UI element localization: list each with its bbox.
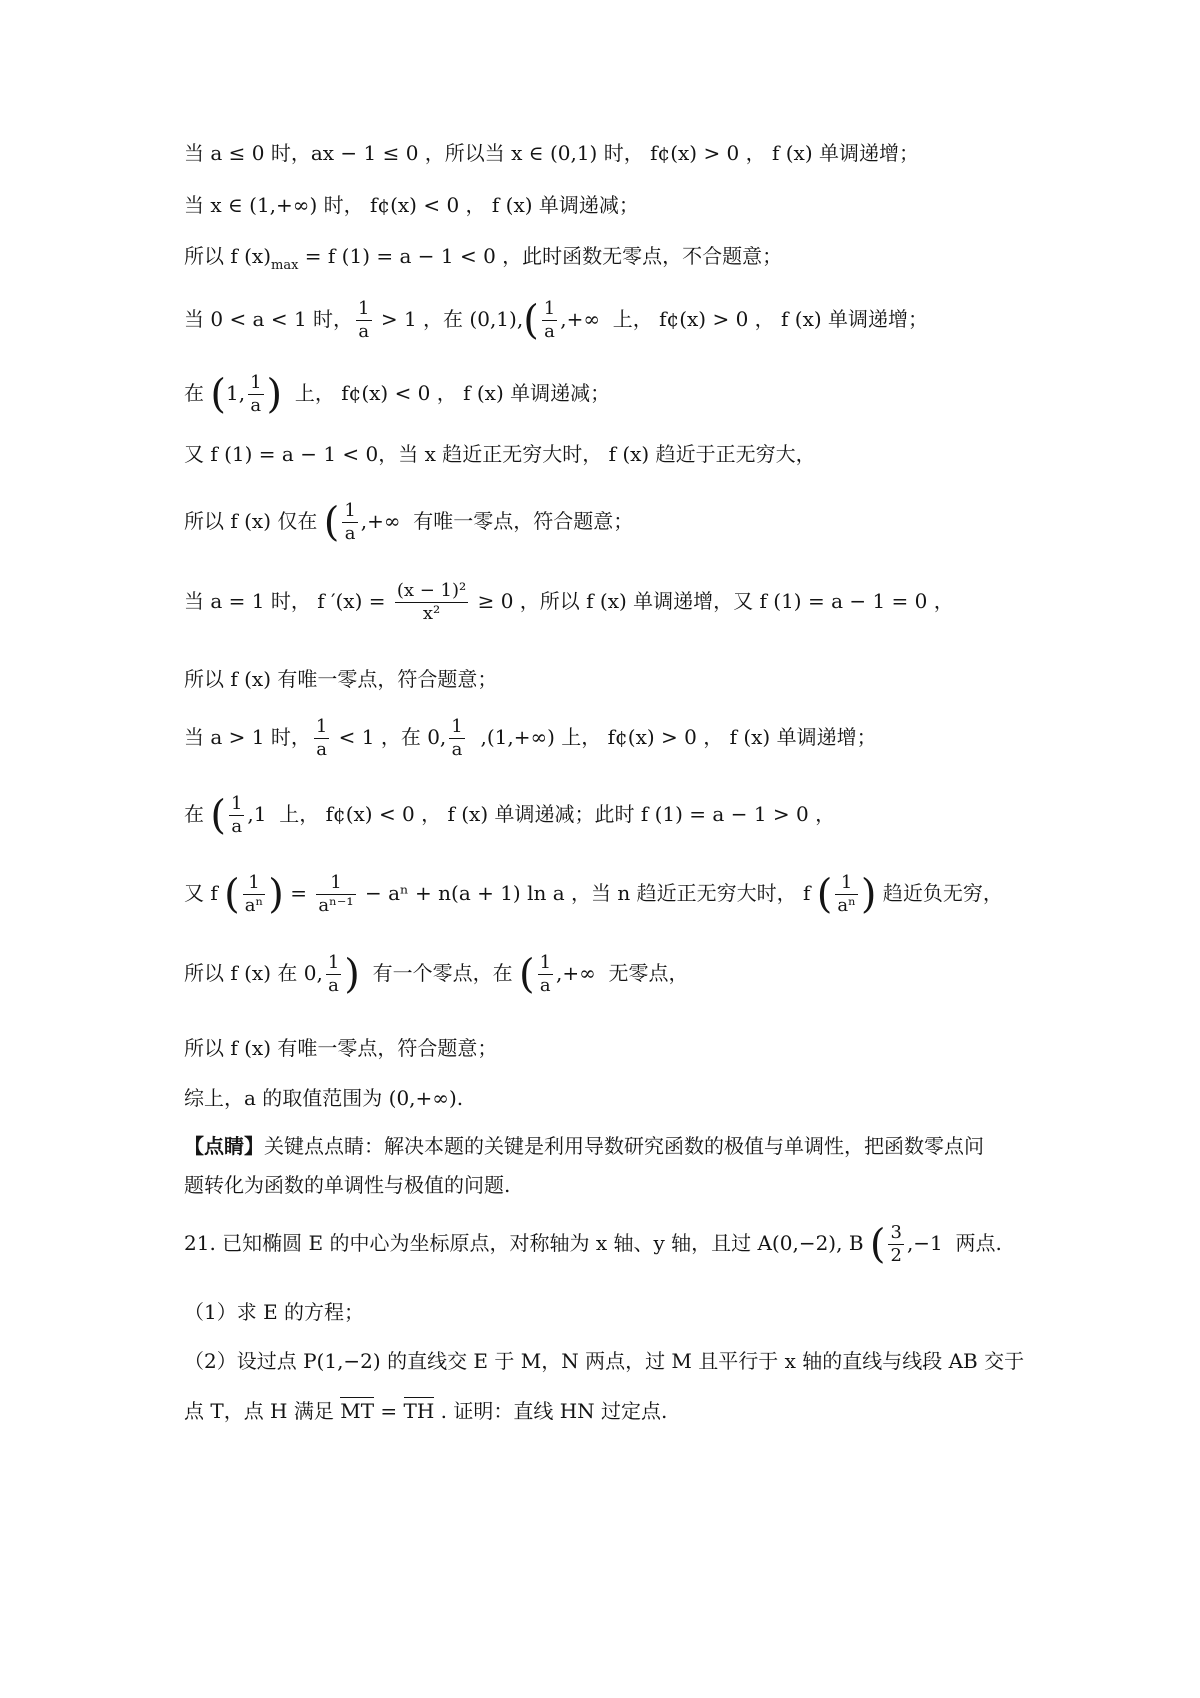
line-21-part-c: . 证明：直线 HN 过定点. [434,1399,668,1423]
line-9-text: 所以 f (x) 有唯一零点，符合题意； [184,667,498,691]
line-19-text: （1）求 E 的方程； [184,1300,365,1324]
line-5-part-b: 1, [225,381,246,405]
fraction-denominator: x² [422,603,441,624]
fraction-numerator: 1 [543,298,556,319]
fraction-denominator: aⁿ⁻¹ [318,895,354,916]
text-line-8 [184,580,1044,625]
fraction-denominator: a [539,975,551,996]
line-8-part-c: ≥ 0 ，所以 f (x) 单调递增，又 f (1) = a − 1 = 0 ， [471,589,954,613]
sub-question-1 [184,1297,1044,1327]
line-4-part-b: > 1 ，在 (0,1), [374,307,524,331]
paren-left: ( [518,951,535,998]
line-7-part-c: ,+∞ 有唯一零点，符合题意； [360,509,634,533]
text-line-6 [184,439,1044,469]
sub-question-2-continued [184,1396,1044,1426]
fraction-numerator: 1 [835,872,858,895]
fraction-numerator: 1 [358,298,370,319]
line-18-part-a: 21. 已知椭圆 E 的中心为坐标原点，对称轴为 x 轴、y 轴，且过 A(0,−2), B [184,1231,870,1255]
fraction-1-over-a [542,298,557,343]
line-3-part-b: = f (1) = a − 1 < 0 ，此时函数无零点，不合题意； [298,244,783,268]
line-3-part-a: 所以 f (x) [184,244,272,268]
fraction-3-over-2 [888,1222,903,1267]
fraction-numerator: 1 [539,952,552,973]
fraction-1-over-a-n [243,872,266,917]
fraction-numerator: 3 [890,1222,902,1243]
line-13-part-c: ,+∞ 无零点， [556,961,689,985]
fraction-1-over-a [326,952,341,997]
line-12-part-c: − aⁿ + n(a + 1) ln a ，当 n 趋近正无穷大时， f [358,881,817,905]
fraction-numerator: 1 [451,716,463,737]
line-5-part-c: 上， f¢(x) < 0 ， f (x) 单调递减； [282,381,611,405]
line-2-text: 当 x ∈ (1,+∞) 时， f¢(x) < 0 ， f (x) 单调递减； [184,193,639,217]
paren-left: ( [816,871,833,918]
line-14-text: 所以 f (x) 有唯一零点，符合题意； [184,1036,498,1060]
sub-question-2 [184,1346,1044,1376]
fraction-denominator: a [231,816,243,837]
line-21-part-a: 点 T，点 H 满足 [184,1399,341,1423]
line-4-part-a: 当 0 < a < 1 时， [184,307,354,331]
line-4-part-c: ,+∞ 上， f¢(x) > 0 ， f (x) 单调递增； [560,307,929,331]
fraction-1-over-a [314,716,329,761]
vector-th: TH [403,1399,435,1423]
text-line-12 [184,872,1044,917]
fraction-1-over-a [538,952,553,997]
question-21-line [184,1222,1044,1267]
line-21-part-b: = [374,1399,404,1423]
max-subscript: max [271,258,299,273]
line-6-text: 又 f (1) = a − 1 < 0，当 x 趋近正无穷大时， f (x) 趋近于正无穷大， [184,442,816,466]
line-11-part-a: 在 [184,802,211,826]
text-line-10 [184,716,1044,761]
fraction-denominator: aⁿ [837,895,856,916]
fraction-numerator: 1 [230,793,243,814]
text-line-5 [184,372,1044,417]
fraction-1-over-a [449,716,464,761]
text-line-4 [184,298,1044,343]
fraction-numerator: 1 [327,952,340,973]
line-13-part-a: 所以 f (x) 在 0, [184,961,323,985]
line-10-part-a: 当 a > 1 时， [184,725,311,749]
text-line-17 [184,1170,1044,1200]
fraction-denominator: a [358,321,370,342]
fraction-1-over-a [342,500,357,545]
paren-left: ( [224,871,240,918]
paren-left: ( [523,297,539,344]
fraction-denominator: a [544,321,555,342]
fraction-numerator: 1 [250,372,262,393]
line-10-part-b: < 1 ，在 0, [332,725,447,749]
paren-right: ) [860,871,877,918]
line-10-part-c: ,(1,+∞) 上， f¢(x) > 0 ， f (x) 单调递增； [467,725,877,749]
text-line-14 [184,1033,1044,1063]
line-12-part-b: = [283,881,314,905]
text-line-15 [184,1083,1044,1113]
line-7-part-a: 所以 f (x) 仅在 [184,509,324,533]
line-20-text: （2）设过点 P(1,−2) 的直线交 E 于 M，N 两点，过 M 且平行于 x 轴的直线与线段 AB 交于 [184,1349,1025,1373]
paren-right: ) [266,371,283,418]
fraction-1-over-a [356,298,371,343]
fraction-denominator: a [344,523,356,544]
fraction-numerator: 1 [344,500,356,521]
line-8-part-a: 当 a = 1 时， f ′(x) = [184,589,392,613]
fraction-denominator: a [316,739,327,760]
text-line-1 [184,138,1044,168]
fraction-denominator: 2 [890,1245,902,1266]
text-line-13 [184,952,1044,997]
fraction-denominator: a [250,395,262,416]
fraction-derivative [395,580,468,625]
fraction-denominator: aⁿ [244,895,264,916]
text-line-3 [184,241,1044,281]
fraction-denominator: a [328,975,339,996]
paren-right: ) [268,871,284,918]
paren-left: ( [869,1221,886,1268]
line-12-part-d: 趋近负无穷， [876,881,1003,905]
fraction-numerator: (x − 1)² [396,580,467,601]
fraction-1-over-a-n-minus-1 [316,872,355,917]
fraction-denominator: a [451,739,463,760]
line-18-part-c: ,−1 两点. [906,1231,1002,1255]
line-11-part-c: ,1 上， f¢(x) < 0 ， f (x) 单调递减；此时 f (1) = a − 1 > 0 ， [247,802,836,826]
vector-mt: MT [340,1399,375,1423]
dianjing-label: 【点睛】 [184,1134,264,1158]
line-16-text: 关键点点睛：解决本题的关键是利用导数研究函数的极值与单调性，把函数零点问 [264,1134,984,1158]
paren-left: ( [323,499,340,546]
line-17-text: 题转化为函数的单调性与极值的问题. [184,1173,511,1197]
text-line-11 [184,793,1044,838]
fraction-numerator: 1 [243,872,266,895]
text-line-7 [184,500,1044,545]
line-13-part-b: 有一个零点，在 [359,961,519,985]
paren-right: ) [344,951,360,998]
fraction-numerator: 1 [315,716,328,737]
fraction-numerator: 1 [316,872,355,895]
line-1-text: 当 a ≤ 0 时，ax − 1 ≤ 0 ，所以当 x ∈ (0,1) 时， f¢(x) > 0 ， f (x) 单调递增； [184,141,919,165]
paren-left: ( [210,371,226,418]
line-12-part-a: 又 f [184,881,225,905]
line-15-text: 综上，a 的取值范围为 (0,+∞). [184,1086,464,1110]
line-5-part-a: 在 [184,381,211,405]
text-line-16 [184,1131,1044,1161]
fraction-1-over-a [229,793,244,838]
paren-left: ( [210,792,226,839]
text-line-2 [184,190,1044,220]
text-line-9 [184,664,1044,694]
fraction-1-over-a-n [835,872,858,917]
fraction-1-over-a [248,372,263,417]
